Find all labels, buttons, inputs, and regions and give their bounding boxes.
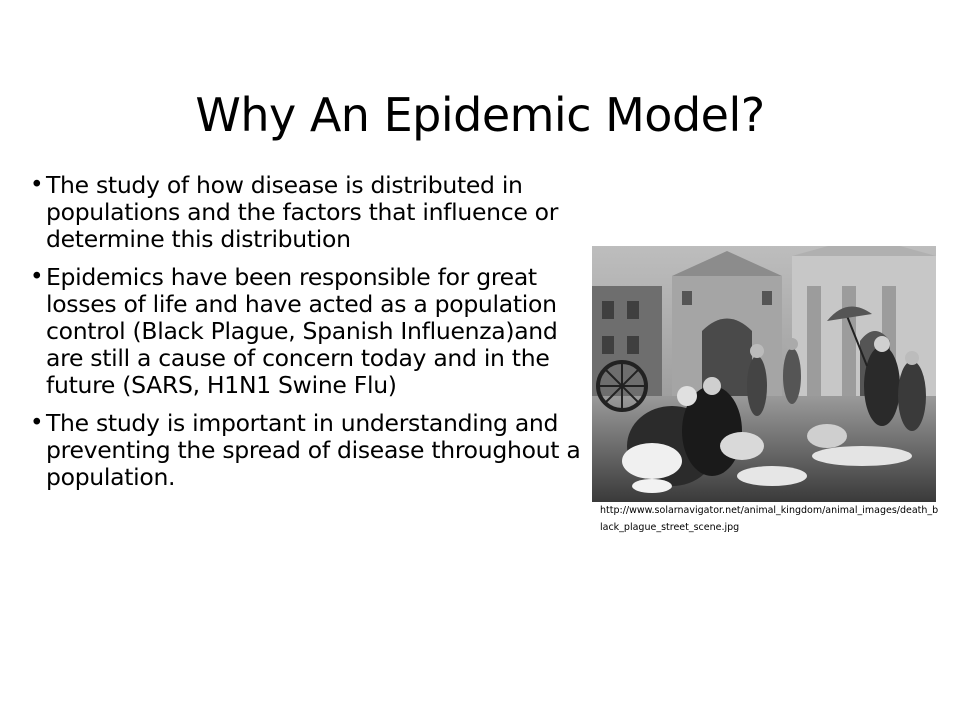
image-caption: http://www.solarnavigator.net/animal_kingdom/animal_images/death_black_plague_street_scene.jpg <box>600 505 939 533</box>
bullet-text: Epidemics have been responsible for great losses of life and have acted as a population control (Black Plague, Spanish Influenza)and are still a cause of concern today and in the future (SARS, H1N1 Swine Flu) <box>46 263 558 399</box>
bullet-marker: • <box>30 264 44 290</box>
slide-title: Why An Epidemic Model? <box>195 87 765 142</box>
plague-image <box>592 246 936 502</box>
bullet-marker: • <box>30 410 44 436</box>
bullet-text: The study of how disease is distributed in populations and the factors that influence or determine this distribution <box>46 171 559 253</box>
plague-engraving <box>592 246 936 502</box>
bullet-item <box>30 264 586 399</box>
bullet-item <box>30 172 586 253</box>
bullet-marker: • <box>30 172 44 198</box>
bullet-item <box>30 410 586 491</box>
bullet-text: The study is important in understanding and preventing the spread of disease throughout a population. <box>46 409 581 491</box>
bullet-list <box>30 172 586 502</box>
